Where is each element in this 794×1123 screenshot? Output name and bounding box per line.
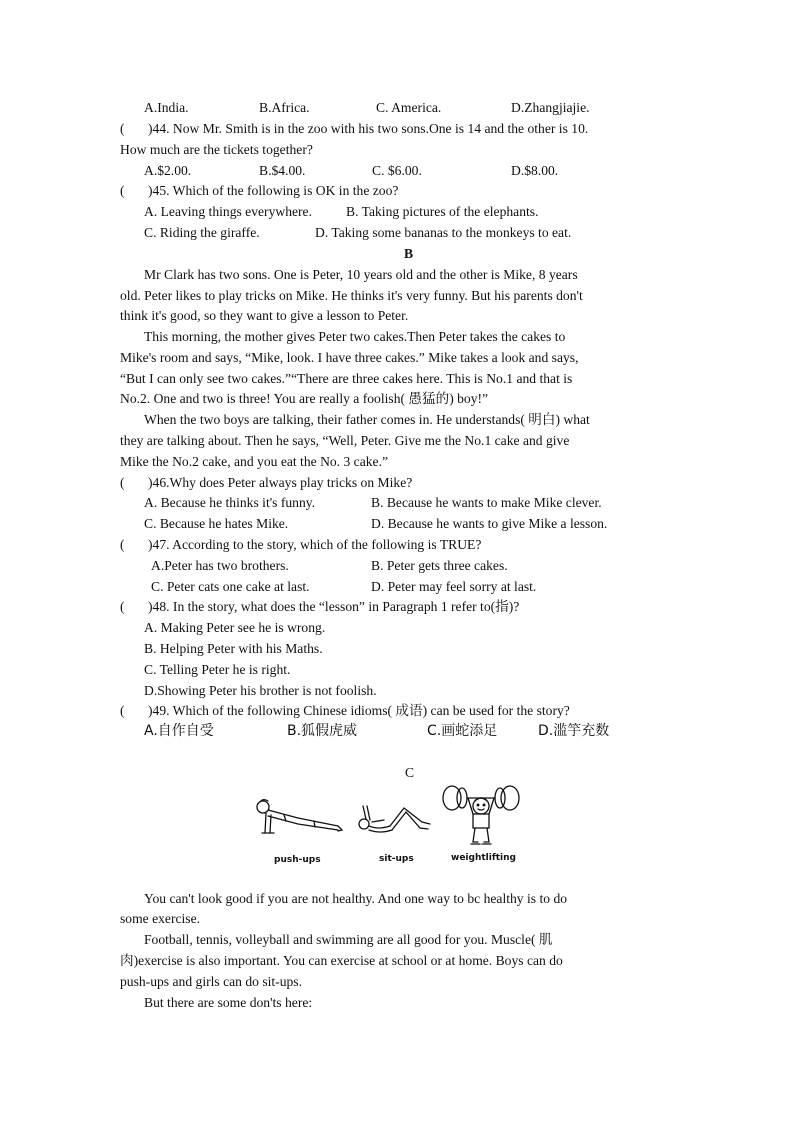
q47-option-a: A.Peter has two brothers. (151, 558, 289, 573)
q43-option-c: C. America. (376, 100, 442, 115)
sit-ups-illustration (354, 800, 434, 840)
q47-option-c: C. Peter cats one cake at last. (151, 579, 310, 594)
q49-option-b: B.狐假虎威 (287, 723, 358, 739)
q44-question: )44. Now Mr. Smith is in the zoo with his two sons.One is 14 and the other is 10. (148, 121, 589, 136)
passage-b-p2-line: Mike's room and says, “Mike, look. I have three cakes.” Mike takes a look and says, (120, 350, 579, 365)
q46-option-c: C. Because he hates Mike. (144, 516, 289, 531)
q48-answer-paren: ( (120, 599, 125, 614)
q45-answer-paren: ( (120, 183, 125, 198)
q44-question-cont: How much are the tickets together? (120, 142, 313, 157)
weightlifting-illustration (440, 784, 522, 852)
passage-c-p1-line: You can't look good if you are not healthy. And one way to bc healthy is to do (144, 891, 568, 906)
q47-question: )47. According to the story, which of the following is TRUE? (148, 537, 482, 552)
q48-option-c: C. Telling Peter he is right. (144, 662, 291, 677)
passage-b-p3-line: When the two boys are talking, their father comes in. He understands( 明白) what (144, 412, 590, 427)
passage-b-p1-line: think it's good, so they want to give a lesson to Peter. (120, 308, 409, 323)
q48-option-b: B. Helping Peter with his Maths. (144, 641, 323, 656)
sit-ups-caption: sit-ups (379, 854, 414, 864)
passage-b-p2-line: This morning, the mother gives Peter two cakes.Then Peter takes the cakes to (144, 329, 566, 344)
q44-option-c: C. $6.00. (372, 163, 422, 178)
passage-c-p1-line: some exercise. (120, 911, 201, 926)
q49-option-d: D.滥竽充数 (538, 723, 610, 739)
passage-b-p3-line: Mike the No.2 cake, and you eat the No. 3 cake.” (120, 454, 388, 469)
section-b-heading: B (404, 246, 414, 261)
q44-option-a: A.$2.00. (144, 163, 192, 178)
q48-question: )48. In the story, what does the “lesson” in Paragraph 1 refer to(指)? (148, 599, 520, 614)
q49-option-a: A.自作自受 (144, 723, 214, 739)
q49-answer-paren: ( (120, 703, 125, 718)
q47-option-d: D. Peter may feel sorry at last. (371, 579, 537, 594)
passage-b-p2-line: No.2. One and two is three! You are really a foolish( 愚猛的) boy!” (120, 391, 489, 406)
q44-option-d: D.$8.00. (511, 163, 559, 178)
passage-c-p2-line: push-ups and girls can do sit-ups. (120, 974, 302, 989)
passage-c-p2-line: Football, tennis, volleyball and swimming are all good for you. Muscle( 肌 (144, 932, 553, 947)
q47-option-b: B. Peter gets three cakes. (371, 558, 508, 573)
q46-option-b: B. Because he wants to make Mike clever. (371, 495, 602, 510)
q45-option-b: B. Taking pictures of the elephants. (346, 204, 539, 219)
passage-b-p1-line: old. Peter likes to play tricks on Mike. He thinks it's very funny. But his parents don't (120, 288, 583, 303)
q43-option-b: B.Africa. (259, 100, 310, 115)
q48-option-a: A. Making Peter see he is wrong. (144, 620, 326, 635)
section-c-heading: C (405, 765, 415, 780)
q45-option-a: A. Leaving things everywhere. (144, 204, 312, 219)
q46-option-d: D. Because he wants to give Mike a lesson. (371, 516, 608, 531)
passage-c-p2-line: 肉)exercise is also important. You can exercise at school or at home. Boys can do (120, 953, 563, 968)
q43-option-a: A.India. (144, 100, 189, 115)
passage-b-p3-line: they are talking about. Then he says, “Well, Peter. Give me the No.1 cake and give (120, 433, 570, 448)
push-ups-illustration (254, 796, 344, 842)
q46-answer-paren: ( (120, 475, 125, 490)
q43-option-d: D.Zhangjiajie. (511, 100, 590, 115)
weightlifting-caption: weightlifting (451, 853, 516, 863)
q49-question: )49. Which of the following Chinese idioms( 成语) can be used for the story? (148, 703, 570, 718)
q44-option-b: B.$4.00. (259, 163, 306, 178)
passage-b-p2-line: “But I can only see two cakes.”“There are three cakes here. This is No.1 and that is (120, 371, 573, 386)
q44-answer-paren: ( (120, 121, 125, 136)
q47-answer-paren: ( (120, 537, 125, 552)
passage-c-p3-line: But there are some don'ts here: (144, 995, 313, 1010)
q46-option-a: A. Because he thinks it's funny. (144, 495, 316, 510)
q45-option-c: C. Riding the giraffe. (144, 225, 260, 240)
q49-option-c: C.画蛇添足 (427, 723, 498, 739)
q45-question: )45. Which of the following is OK in the zoo? (148, 183, 399, 198)
q46-question: )46.Why does Peter always play tricks on Mike? (148, 475, 413, 490)
q45-option-d: D. Taking some bananas to the monkeys to eat. (315, 225, 572, 240)
q48-option-d: D.Showing Peter his brother is not foolish. (144, 683, 377, 698)
passage-b-p1-line: Mr Clark has two sons. One is Peter, 10 years old and the other is Mike, 8 years (144, 267, 578, 282)
push-ups-caption: push-ups (274, 855, 321, 865)
